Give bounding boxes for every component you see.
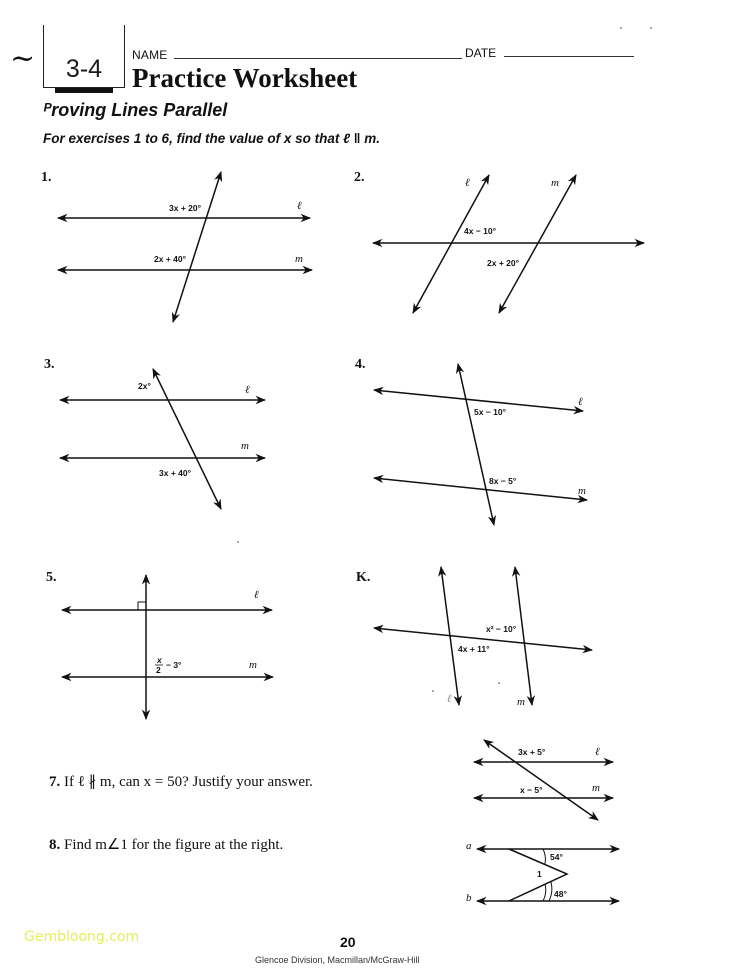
- p6-line-l: ℓ: [447, 693, 452, 705]
- p2-angle-bottom: 2x + 20°: [487, 258, 519, 268]
- page-title: Practice Worksheet: [132, 63, 358, 93]
- p2-angle-top: 4x − 10°: [464, 226, 496, 236]
- p5-line-l: ℓ: [254, 589, 259, 601]
- figure-problem-3: [60, 369, 265, 509]
- p5-frac-denominator: 2: [156, 665, 161, 675]
- question-7: [49, 772, 313, 791]
- scan-speck: [620, 27, 622, 29]
- date-label: DATE: [465, 46, 497, 60]
- p3-angle-bottom: 3x + 40°: [159, 468, 191, 478]
- figure-problem-5: [62, 575, 273, 719]
- figure-problem-2: [373, 175, 644, 313]
- question-8-number: 8.: [49, 837, 61, 853]
- page-number: 20: [340, 934, 356, 950]
- tilde-mark: ~: [10, 41, 36, 76]
- scan-speck: [237, 541, 239, 543]
- lesson-number: 3-4: [65, 55, 103, 83]
- figure-question-7: [474, 740, 613, 820]
- figure-question-8: [477, 849, 619, 901]
- p4-line-m: m: [578, 485, 586, 497]
- problem-4-number: 4.: [355, 357, 366, 372]
- problem-5-number: 5.: [46, 570, 57, 585]
- figure-problem-6: [374, 567, 592, 705]
- p5-line-m: m: [249, 659, 257, 671]
- scan-speck: [498, 682, 500, 684]
- f7-angle-bottom: x − 5°: [520, 785, 543, 795]
- scan-speck: [432, 690, 434, 692]
- f8-angle-top: 54°: [550, 852, 563, 862]
- p6-angle-bottom: 4x + 11°: [458, 644, 490, 654]
- p6-angle-top: x² − 10°: [486, 624, 517, 634]
- figure-problem-1: [58, 172, 312, 322]
- date-field-line[interactable]: [504, 56, 634, 57]
- p5-frac-numerator: x: [157, 655, 162, 665]
- problem-6-number: K.: [356, 570, 371, 585]
- p4-angle-bottom: 8x − 5°: [489, 476, 517, 486]
- scan-speck: [650, 27, 652, 29]
- question-7-text: If ℓ ∦ m, can x = 50? Justify your answer.: [64, 774, 313, 790]
- problem-2-number: 2.: [354, 170, 365, 185]
- publisher-credit: Glencoe Division, Macmillan/McGraw-Hill: [255, 955, 420, 965]
- p2-line-m: m: [551, 177, 559, 189]
- name-label: NAME: [132, 48, 168, 62]
- p4-line-l: ℓ: [578, 396, 583, 408]
- p1-angle-bottom: 2x + 40°: [154, 254, 186, 264]
- p3-line-l: ℓ: [245, 384, 250, 396]
- p4-angle-top: 5x − 10°: [474, 407, 506, 417]
- f8-angle-1: 1: [537, 869, 542, 879]
- f8-line-b: b: [466, 892, 472, 904]
- problem-1-number: 1.: [41, 170, 52, 185]
- f8-line-a: a: [466, 840, 472, 852]
- watermark: Gembloong.com: [24, 929, 140, 945]
- instructions: For exercises 1 to 6, find the value of x so that ℓ ‖ m.: [43, 131, 381, 146]
- p3-angle-top: 2x°: [138, 381, 151, 391]
- p5-frac-rest: − 3°: [166, 660, 182, 670]
- page-subtitle: ᴾroving Lines Parallel: [43, 100, 228, 120]
- lesson-number-box: [43, 25, 125, 88]
- name-field-line[interactable]: [174, 58, 462, 59]
- f7-line-m: m: [592, 782, 600, 794]
- p6-line-m: m: [517, 696, 525, 708]
- p1-line-m: m: [295, 253, 303, 265]
- f7-angle-top: 3x + 5°: [518, 747, 546, 757]
- problem-3-number: 3.: [44, 357, 55, 372]
- figure-problem-4: [374, 364, 587, 525]
- question-8: [49, 835, 283, 854]
- p1-line-l: ℓ: [297, 200, 302, 212]
- lesson-underbar: [55, 88, 113, 93]
- f7-line-l: ℓ: [595, 746, 600, 758]
- p3-line-m: m: [241, 440, 249, 452]
- f8-angle-bottom: 48°: [554, 889, 567, 899]
- p1-angle-top: 3x + 20°: [169, 203, 201, 213]
- question-8-text: Find m∠1 for the figure at the right.: [64, 837, 284, 853]
- p2-line-l: ℓ: [465, 177, 470, 189]
- question-7-number: 7.: [49, 774, 61, 790]
